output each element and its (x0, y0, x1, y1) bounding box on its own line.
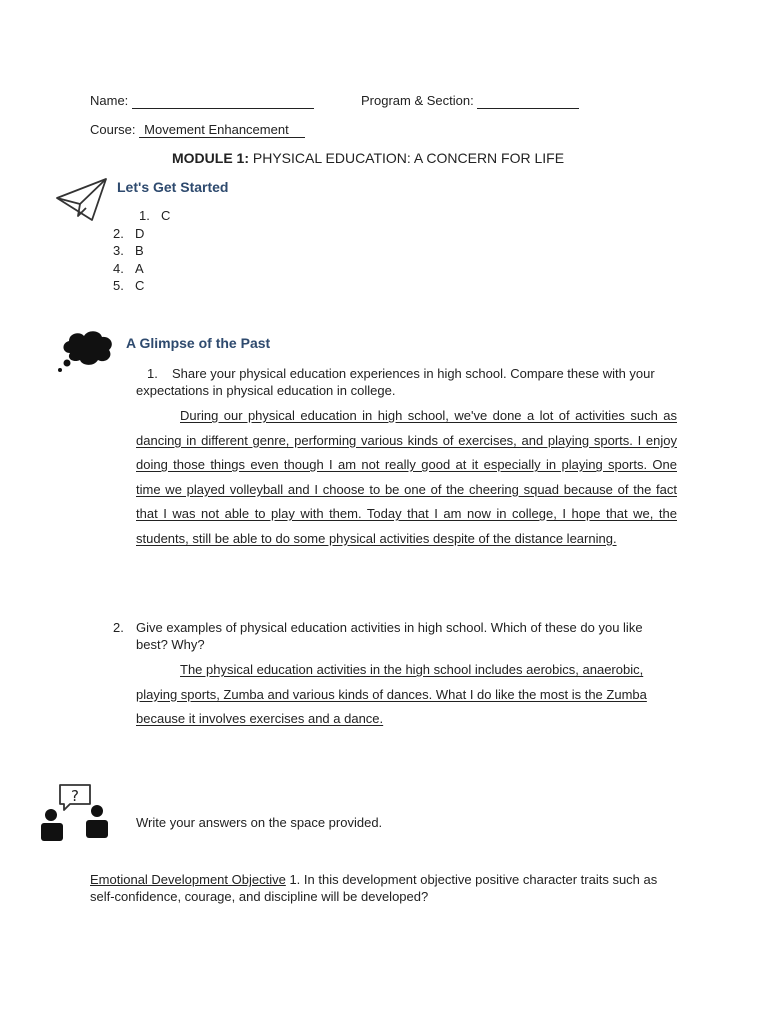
emotional-objective (90, 871, 680, 905)
discussion-people-icon (40, 782, 110, 844)
answer-number: 2. (113, 225, 124, 241)
emotional-text: 1. In this development objective positive character traits such as self-confidence, courage, and discipline will be developed? (90, 872, 658, 904)
answer-value: D (135, 225, 145, 241)
program-field[interactable] (477, 93, 579, 109)
answer-number: 1. (139, 208, 150, 223)
emotional-label: Emotional Development Objective (90, 872, 286, 887)
paper-plane-icon (56, 178, 108, 222)
answer-value: C (135, 278, 145, 293)
module-label: MODULE 1: (172, 150, 249, 166)
answer-number: 5. (113, 278, 124, 293)
name-label: Name: (90, 93, 129, 108)
svg-text:?: ? (71, 787, 79, 805)
q1-number: 1. (147, 366, 158, 381)
answer-value: B (135, 243, 144, 258)
q1-text: Share your physical education experiences in high school. Compare these with your expectations in physical education in college. (136, 366, 655, 398)
q2-number: 2. (113, 620, 124, 635)
list-item (113, 207, 170, 225)
q1-answer: During our physical education in high school, we've done a lot of activities such as dancing in different genre, performing various kinds of exercises, and playing sports. I enjoy doing those things even though I am not really good at it especially in playing sports. One time we played volleyball and I choose to be one of the cheering squad because of the fact that I was not able to play with them. Today that I am now in college, I hope that we, the students, still be able to do some physical activities despite of the distance learning. (136, 408, 677, 546)
list-item (113, 260, 170, 278)
name-row (90, 93, 314, 109)
glimpse-title: A Glimpse of the Past (126, 335, 271, 351)
course-label: Course: (90, 122, 136, 137)
list-item (113, 225, 170, 243)
q2-text: Give examples of physical education activities in high school. Which of these do you like best? Why? (136, 620, 643, 652)
answer-number: 3. (113, 243, 124, 258)
list-item (113, 277, 170, 295)
program-label: Program & Section: (361, 93, 474, 108)
answer-number: 4. (113, 260, 124, 276)
list-item (113, 242, 170, 260)
answers (113, 207, 170, 295)
answer-value: A (135, 260, 144, 276)
course-row (90, 122, 305, 138)
q2-answer: The physical education activities in the high school includes aerobics, anaerobic, playing sports, Zumba and various kinds of dances. What I do like the most is the Zumba because it involves exercises and a dance. (136, 662, 647, 726)
module-title (172, 150, 564, 166)
discussion-instruction: Write your answers on the space provided. (136, 815, 383, 830)
answer-list (113, 207, 170, 295)
lets-get-started-title: Let's Get Started (117, 179, 229, 195)
program-row (361, 93, 579, 109)
name-field[interactable] (132, 93, 314, 109)
module-name: PHYSICAL EDUCATION: A CONCERN FOR LIFE (252, 150, 565, 166)
course-value: Movement Enhancement (139, 122, 305, 138)
thought-cloud-icon (56, 329, 116, 375)
answer-value: C (161, 208, 171, 223)
